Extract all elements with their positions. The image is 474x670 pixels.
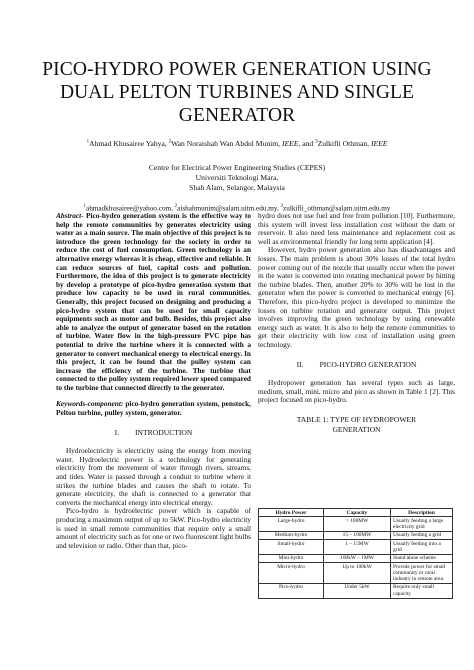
table-cell: Usually feeding a large electricity grid: [391, 517, 453, 532]
section-heading-introduction: [56, 429, 251, 438]
table-cell: Medium-hydro: [259, 531, 324, 539]
email-2: aishahmunim@salam.uitm.edu.my,: [177, 204, 281, 213]
title-line: GENERATOR: [178, 105, 296, 126]
table-cell: > 100MW: [324, 517, 391, 532]
table-cell: Mini-hydro: [259, 554, 324, 562]
author-list: [10, 139, 464, 148]
author-sup: 3: [315, 139, 318, 145]
section-heading-pico-hydro: [258, 361, 455, 370]
paragraph: Hydropower generation has several types such as large, medium, small, mini, micro and pico as shown in Table 1 [2]. This project focused on pico-hydro.: [258, 378, 455, 405]
title-line: DUAL PELTON TURBINES AND SINGLE: [59, 82, 415, 103]
email-sup: 3: [280, 204, 284, 209]
table-cell: Usually feeding a grid: [391, 531, 453, 539]
keywords-text: pico-hydro generation system, penstock, Pelton turbine, pulley system, generator.: [56, 399, 251, 418]
table-row: [259, 517, 453, 532]
abstract: [56, 212, 251, 392]
paragraph: Pico-hydro is hydroelectric power which is capable of producing a maximum output of up to 5kW. Pico-hydro electricity is used in small remote communities that require only a small amount of electricity such as for one or two fluorescent light bulbs and television or radio. Other than that, pico-: [56, 506, 251, 550]
table-caption-line: TABLE 1: TYPE OF HYDROPOWER: [296, 414, 417, 424]
table-cell: Stand alone scheme: [391, 554, 453, 562]
table-cell: Provide power for small community or rural industry in remote area.: [391, 563, 453, 584]
table-cell: 15 – 100MW: [324, 531, 391, 539]
abstract-text: Pico-hydro generation system is the effective way to help the remote communities by generates electricity using water as a main source. The main objective of this project is to introduce the green technology for the society in order to reduce the cost of fuel consumption. Green technology is an alternative energy whereas it is cheap, effective and reliable. It can reduce sources of fuel, capital costs and pollution. Furthermore, the idea of this project is to generate electricity by develop a prototype of pico-hydro generation system that produce low capacity to be used in rural communities. Generally, this project focused on designing and producing a pico-hydro system that can be used for small capacity equipments such as motor and bulb. Besides, this project also able to analyze the output of generator based on the rotation of turbine. Water flow in the high-pressure PVC pipe has potential to drive the turbine where it is connected with a generator to convert mechanical energy to electrical energy. In this project, it can be found that the pulley system can increase the efficiency of the turbine. The turbine that connected to the pulley system required lower speed compared to the turbine that connected directly to the generator.: [56, 211, 251, 392]
hydropower-table: [258, 508, 453, 599]
table-cell: Usually feeding into a grid: [391, 540, 453, 555]
affiliation: [20, 163, 454, 193]
author-2: Wan Noraishah Wan Abdul Munim,: [171, 139, 282, 148]
paragraph: However, hydro power generation also has disadvantages and losses. The main problem is about 30% losses of the total hydro power coming out of the nozzle that usually occur when the power in the water is converted into rotating mechanical power by hitting the turbine blades. Then, another 20% to 30% will be lost in the generator when the power is converted to mechanical energy [6]. Therefore, this pico-hydro project is developed to minimize the losses on turbine rotation and generator output. This project involves improving the green technology by using renewable energy such as water. It is also to help the remote communities to get their electricity with low cost of installation using green technology.: [258, 245, 455, 349]
affiliation-line: Centre for Electrical Power Engineering Studies (CEPES): [148, 163, 326, 172]
left-column: [56, 212, 251, 550]
email-sup: 2: [174, 204, 178, 209]
table-cell: Under 5kW: [324, 583, 391, 598]
email-3: zulkifli_othman@salam.uitm.edu.my: [283, 204, 391, 213]
table-cell: Small-hydro: [259, 540, 324, 555]
table-cell: 100kW – 1MW: [324, 554, 391, 562]
table-cell: Large-hydro: [259, 517, 324, 532]
table-row: [259, 583, 453, 598]
affiliation-line: Shah Alam, Selangor, Malaysia: [189, 183, 285, 192]
table-row: [259, 531, 453, 539]
paragraph: hydro does not use fuel and free from pollution [10]. Furthermore, this system will invest less installation cost without the dam or reservoir. It also need less maintenance and replacement cost as well as environmental friendly for long term application [4].: [258, 211, 455, 246]
paragraph: Hydroelectricity is electricity using the energy from moving water. Hydroelectric power is a technology for generating electricity from the movement of water through rivers, streams, and tides. Water is passed through a conduit to turbine where it strikes the turbine blades and causes the shaft to rotate. To generate electricity, the shaft is connected to a generator that converts the mechanical energy into electrical energy.: [56, 446, 251, 507]
section-title: INTRODUCTION: [135, 427, 193, 437]
author-3-ieee: IEEE: [370, 139, 388, 148]
right-column: [258, 212, 455, 435]
email-1: ahmadkhusairee@yahoo.com,: [86, 204, 175, 213]
table-cell: Up to 100kW: [324, 563, 391, 584]
title-line: PICO-HYDRO POWER GENERATION USING: [42, 59, 432, 80]
section-title: PICO-HYDRO GENERATION: [319, 359, 417, 369]
paper-title: [20, 58, 454, 127]
table-header: Hydro Power: [259, 509, 324, 517]
email-sup: 1: [83, 204, 87, 209]
affiliation-line: Universiti Teknologi Mara,: [195, 173, 279, 182]
keywords-label: Keywords-component:: [56, 399, 124, 409]
table-header: Description: [391, 509, 453, 517]
table-caption-line: GENERATION: [332, 424, 381, 434]
abstract-label: Abstract-: [56, 211, 84, 220]
author-separator: , and: [298, 139, 316, 148]
table-cell: Micro-hydro: [259, 563, 324, 584]
author-2-ieee: IEEE: [281, 139, 299, 148]
table-row: [259, 563, 453, 584]
table-cell: 1 – 15MW: [324, 540, 391, 555]
section-number: II.: [296, 359, 304, 369]
author-sup: 2: [168, 139, 172, 145]
table-caption: [258, 415, 455, 435]
keywords: [56, 400, 251, 417]
author-sup: 1: [86, 139, 90, 145]
table-cell: Pico-hydro: [259, 583, 324, 598]
table-cell: Require only small capacity: [391, 583, 453, 598]
table-row: [259, 554, 453, 562]
table-header-row: [259, 509, 453, 517]
table-header: Capacity: [324, 509, 391, 517]
author-1: Ahmad Khusairee Yahya,: [89, 139, 169, 148]
table-row: [259, 540, 453, 555]
author-3: Zulkifli Othman,: [317, 139, 371, 148]
section-number: I.: [114, 427, 120, 437]
